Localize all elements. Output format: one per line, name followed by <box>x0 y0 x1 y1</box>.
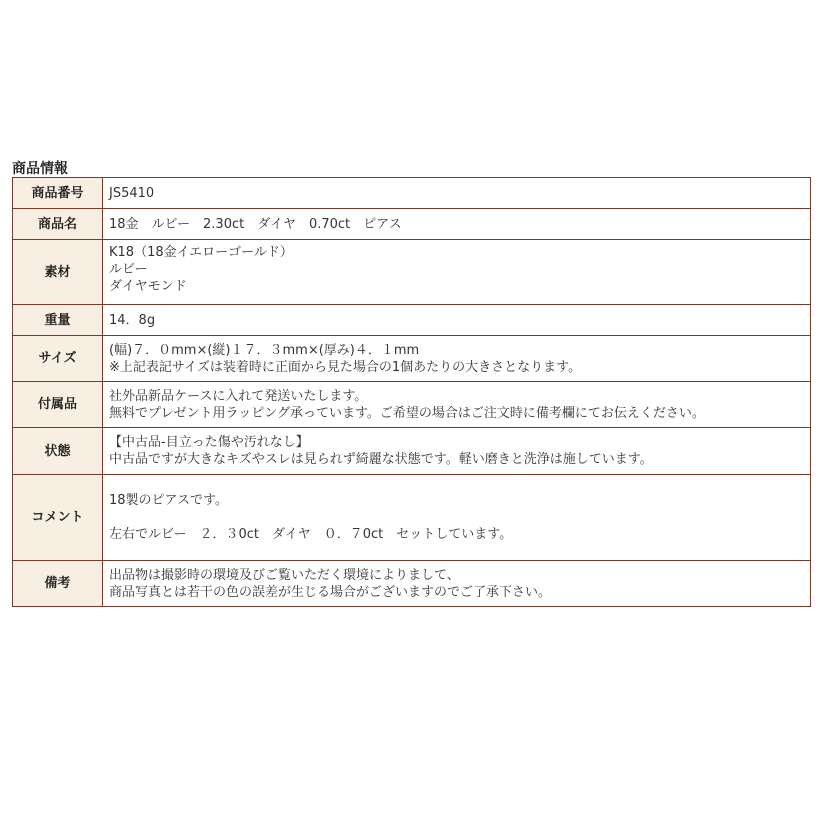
value-line: K18（18金イエローゴールド） <box>109 245 293 260</box>
table-row-condition <box>13 428 811 475</box>
table-row-notes <box>13 561 811 607</box>
product-info-table <box>12 177 811 607</box>
table-row-product-name <box>13 209 811 240</box>
row-label: 重量 <box>13 305 103 336</box>
table-row-product-number <box>13 178 811 209</box>
row-label: 状態 <box>13 428 103 475</box>
table-row-weight <box>13 305 811 336</box>
row-label: 付属品 <box>13 382 103 428</box>
table-row-comment <box>13 475 811 561</box>
row-value <box>103 305 811 336</box>
row-label: 素材 <box>13 240 103 305</box>
row-label: コメント <box>13 475 103 561</box>
value-line: ※上記表記サイズは装着時に正面から見た場合の1個あたりの大きさとなります。 <box>109 359 582 375</box>
row-value <box>103 209 811 240</box>
table-row-accessories <box>13 382 811 428</box>
table-row-size <box>13 336 811 382</box>
row-value <box>103 240 811 305</box>
value-line: ダイヤモンド <box>109 279 187 294</box>
row-value <box>103 475 811 561</box>
row-value <box>103 382 811 428</box>
value-line: JS5410 <box>109 185 155 201</box>
row-value <box>103 336 811 382</box>
value-line: 中古品ですが大きなキズやスレは見られず綺麗な状態です。軽い磨きと洗浄は施しています。 <box>109 452 653 467</box>
value-line: 商品写真とは若干の色の誤差が生じる場合がございますのでご了承下さい。 <box>109 584 552 600</box>
value-line: 出品物は撮影時の環境及びご覧いただく環境によりまして、 <box>109 567 460 583</box>
row-value <box>103 428 811 475</box>
row-label: サイズ <box>13 336 103 382</box>
value-line: (幅)７．０mm×(縦)１７．３mm×(厚み)４．１mm <box>109 342 420 358</box>
blank-line <box>109 509 810 526</box>
value-line: 左右でルビー ２．３0ct ダイヤ ０．７0ct セットしています。 <box>109 527 513 542</box>
value-line: 社外品新品ケースに入れて発送いたします。 <box>109 388 368 404</box>
value-line: ルビー <box>109 262 148 277</box>
row-label: 備考 <box>13 561 103 607</box>
value-line: 18製のピアスです。 <box>109 493 228 508</box>
value-line: 18金 ルビー 2.30ct ダイヤ 0.70ct ピアス <box>109 216 402 232</box>
value-line: 14．8g <box>109 312 156 328</box>
row-label: 商品名 <box>13 209 103 240</box>
row-value <box>103 178 811 209</box>
value-line: 【中古品-目立った傷や汚れなし】 <box>109 435 309 450</box>
section-title: 商品情報 <box>12 161 68 177</box>
value-line: 無料でプレゼント用ラッピング承っています。ご希望の場合はご注文時に備考欄にてお伝えください。 <box>109 405 705 421</box>
row-value <box>103 561 811 607</box>
row-label: 商品番号 <box>13 178 103 209</box>
table-row-material <box>13 240 811 305</box>
